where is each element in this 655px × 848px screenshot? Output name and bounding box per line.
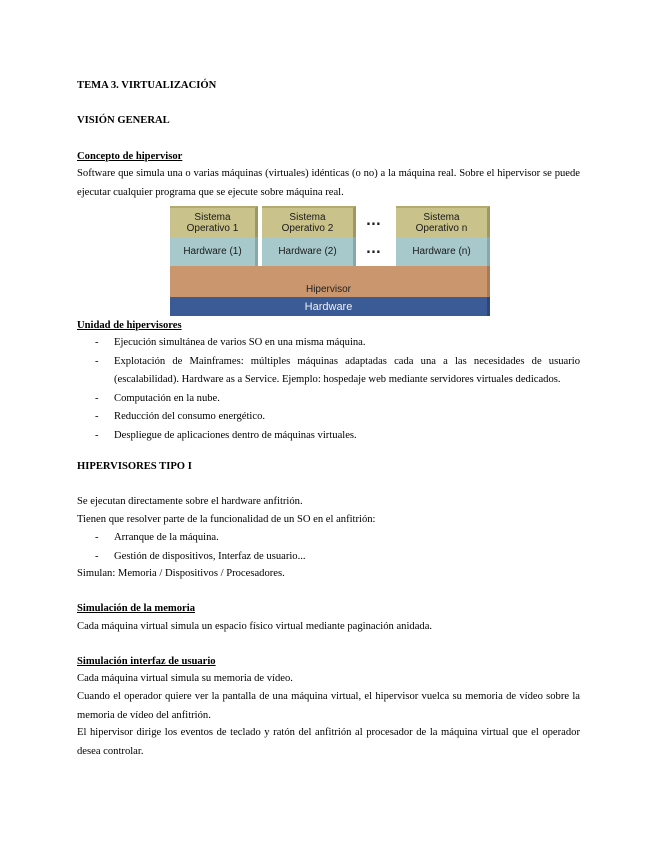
heading-unidad-hipervisores: Unidad de hipervisores	[77, 320, 182, 331]
list-item-text: Despliegue de aplicaciones dentro de máquinas virtuales.	[114, 429, 357, 441]
list-item	[77, 353, 580, 390]
paragraph-concepto: Software que simula una o varias máquinas (virtuales) idénticas (o no) a la máquina real. Sobre el hipervisor se puede ejecutar cualquier programa que se ejecute sobre máquina real.	[77, 168, 580, 198]
list-item	[77, 408, 580, 427]
heading-simulacion-interfaz: Simulación interfaz de usuario	[77, 656, 216, 667]
paragraph-tipo1-2: Tienen que resolver parte de la funcionalidad de un SO en el anfitrión:	[77, 514, 376, 525]
list-item-text: Reducción del consumo energético.	[114, 411, 266, 422]
hardware-layer: Hardware	[170, 297, 490, 316]
ellipsis-hw: ...	[366, 242, 381, 257]
section-heading-vision-general: VISIÓN GENERAL	[77, 115, 170, 126]
os-label-2b: Operativo 2	[281, 222, 334, 234]
hypervisor-diagram	[170, 206, 490, 312]
list-item-text: Explotación de Mainframes: múltiples máquinas adaptadas cada una a las necesidades de usuario (escalabilidad). Hardware as a Service. Ejemplo: hospedaje web mediante servidores virtuales dedicados.	[114, 355, 580, 385]
vhw-box-1: Hardware (1)	[170, 237, 258, 266]
os-label-1a: Sistema	[194, 211, 231, 223]
list-item-text: Gestión de dispositivos, Interfaz de usuario...	[114, 550, 306, 562]
bullet-dash: -	[95, 337, 99, 348]
paragraph-memoria: Cada máquina virtual simula un espacio físico virtual mediante paginación anidada.	[77, 621, 433, 632]
list-item	[77, 427, 580, 446]
ellipsis-os: ...	[366, 214, 381, 229]
list-item-text: Ejecución simultánea de varios SO en una misma máquina.	[114, 337, 366, 348]
list-item-text: Computación en la nube.	[114, 392, 220, 404]
list-item	[77, 548, 580, 567]
os-label-2a: Sistema	[289, 211, 326, 223]
os-box-n	[396, 206, 490, 237]
paragraph-interfaz-1: Cada máquina virtual simula su memoria de vídeo.	[77, 673, 293, 684]
bullet-dash: -	[95, 429, 99, 441]
paragraph-tipo1-3: Simulan: Memoria / Dispositivos / Procesadores.	[77, 568, 285, 579]
vhw-box-n: Hardware (n)	[396, 237, 490, 266]
bullet-dash: -	[95, 411, 99, 422]
os-box-2	[262, 206, 356, 237]
list-unidad	[77, 334, 580, 445]
list-item-text: Arranque de la máquina.	[114, 532, 219, 543]
section-heading-tipo1: HIPERVISORES TIPO I	[77, 461, 192, 472]
os-box-1	[170, 206, 258, 237]
list-item	[77, 529, 580, 548]
bullet-dash: -	[95, 392, 99, 404]
list-tipo1	[77, 529, 580, 566]
heading-simulacion-memoria: Simulación de la memoria	[77, 603, 195, 614]
list-item	[77, 334, 580, 353]
paragraph-interfaz-3: El hipervisor dirige los eventos de teclado y ratón del anfitrión al procesador de la máquina virtual que el operador desea controlar.	[77, 727, 580, 757]
vhw-box-2: Hardware (2)	[262, 237, 356, 266]
heading-concepto-hipervisor: Concepto de hipervisor	[77, 151, 183, 162]
hypervisor-layer: Hipervisor	[170, 266, 490, 297]
bullet-dash: -	[95, 532, 99, 543]
bullet-dash: -	[95, 550, 99, 562]
paragraph-interfaz-2: Cuando el operador quiere ver la pantalla de una máquina virtual, el hipervisor vuelca su memoria de vídeo sobre la memoria de vídeo del anfitrión.	[77, 691, 580, 721]
os-label-na: Sistema	[423, 211, 460, 223]
os-label-nb: Operativo n	[415, 222, 468, 234]
bullet-dash: -	[95, 355, 99, 367]
page-title: TEMA 3. VIRTUALIZACIÓN	[77, 80, 217, 91]
os-label-1b: Operativo 1	[186, 222, 239, 234]
paragraph-tipo1-1: Se ejecutan directamente sobre el hardware anfitrión.	[77, 496, 303, 507]
list-item	[77, 390, 580, 409]
